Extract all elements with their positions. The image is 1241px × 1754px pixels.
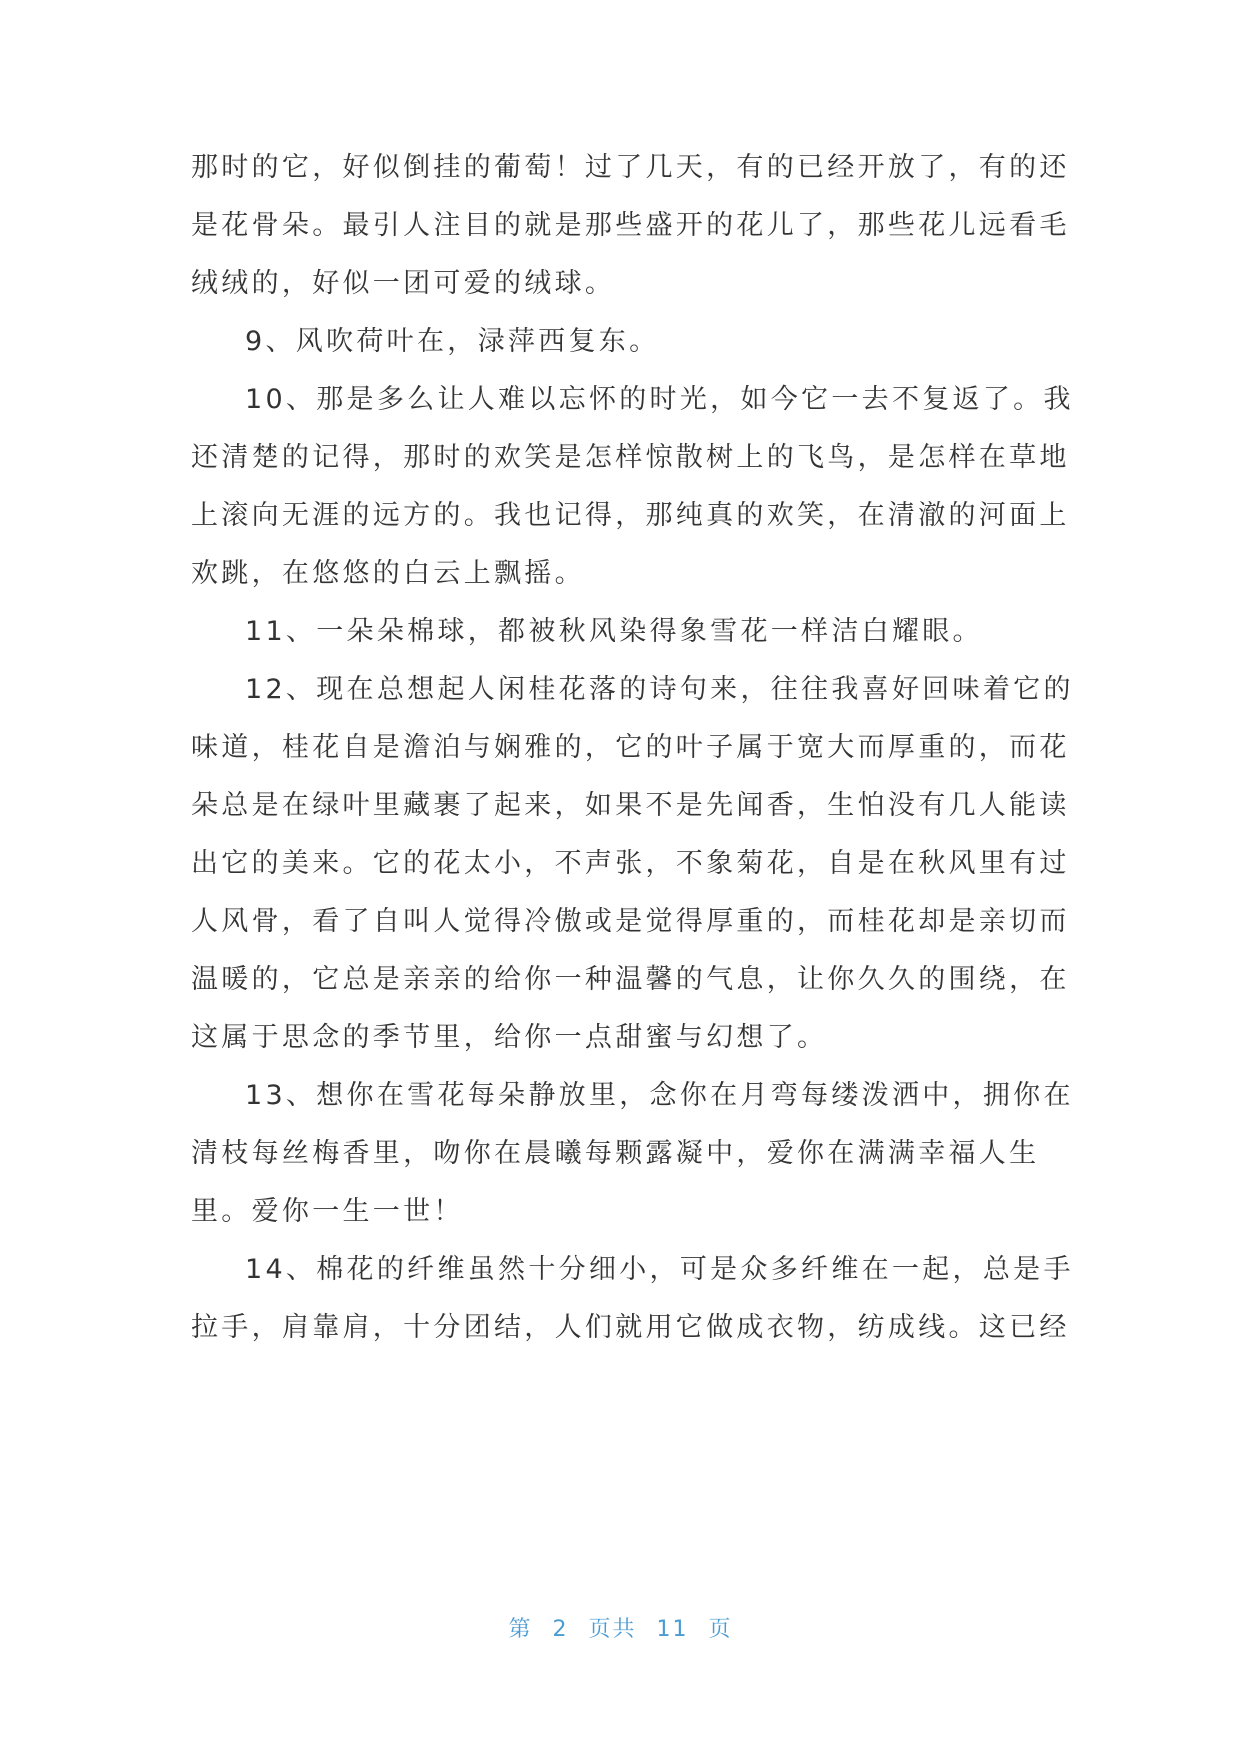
text-line: 9、风吹荷叶在，渌萍西复东。 xyxy=(245,326,660,357)
text-line: 拉手，肩靠肩，十分团结，人们就用它做成衣物，纺成线。这已经 xyxy=(191,1312,1070,1343)
text-line: 上滚向无涯的远方的。我也记得，那纯真的欢笑，在清澈的河面上 xyxy=(191,500,1070,531)
text-line: 12、现在总想起人闲桂花落的诗句来，往往我喜好回味着它的 xyxy=(245,674,1074,705)
text-line: 出它的美来。它的花太小，不声张，不象菊花，自是在秋风里有过 xyxy=(191,848,1070,879)
text-line: 还清楚的记得，那时的欢笑是怎样惊散树上的飞鸟，是怎样在草地 xyxy=(191,442,1070,473)
footer-label-mid: 页共 xyxy=(588,1617,637,1642)
text-line: 那时的它，好似倒挂的葡萄！过了几天，有的已经开放了，有的还 xyxy=(191,152,1070,183)
page-footer xyxy=(0,1612,1241,1643)
text-line: 是花骨朵。最引人注目的就是那些盛开的花儿了，那些花儿远看毛 xyxy=(191,210,1070,241)
text-line: 清枝每丝梅香里，吻你在晨曦每颗露凝中，爱你在满满幸福人生 xyxy=(191,1138,1040,1169)
total-page-number: 11 xyxy=(656,1617,689,1642)
text-line: 朵总是在绿叶里藏裹了起来，如果不是先闻香，生怕没有几人能读 xyxy=(191,790,1070,821)
footer-label-page: 第 xyxy=(508,1617,533,1642)
text-line: 10、那是多么让人难以忘怀的时光，如今它一去不复返了。我 xyxy=(245,384,1074,415)
text-line: 绒绒的，好似一团可爱的绒球。 xyxy=(191,268,616,299)
current-page-number: 2 xyxy=(552,1617,569,1642)
text-line: 这属于思念的季节里，给你一点甜蜜与幻想了。 xyxy=(191,1022,828,1053)
text-line: 温暖的，它总是亲亲的给你一种温馨的气息，让你久久的围绕，在 xyxy=(191,964,1070,995)
text-line: 味道，桂花自是澹泊与娴雅的，它的叶子属于宽大而厚重的，而花 xyxy=(191,732,1070,763)
text-line: 欢跳，在悠悠的白云上飘摇。 xyxy=(191,558,585,589)
footer-label-end: 页 xyxy=(708,1617,733,1642)
text-line: 里。爱你一生一世！ xyxy=(191,1196,464,1227)
text-line: 人风骨，看了自叫人觉得冷傲或是觉得厚重的，而桂花却是亲切而 xyxy=(191,906,1070,937)
text-line: 11、一朵朵棉球，都被秋风染得象雪花一样洁白耀眼。 xyxy=(245,616,983,647)
text-line: 14、棉花的纤维虽然十分细小，可是众多纤维在一起，总是手 xyxy=(245,1254,1074,1285)
text-line: 13、想你在雪花每朵静放里，念你在月弯每缕泼洒中，拥你在 xyxy=(245,1080,1074,1111)
